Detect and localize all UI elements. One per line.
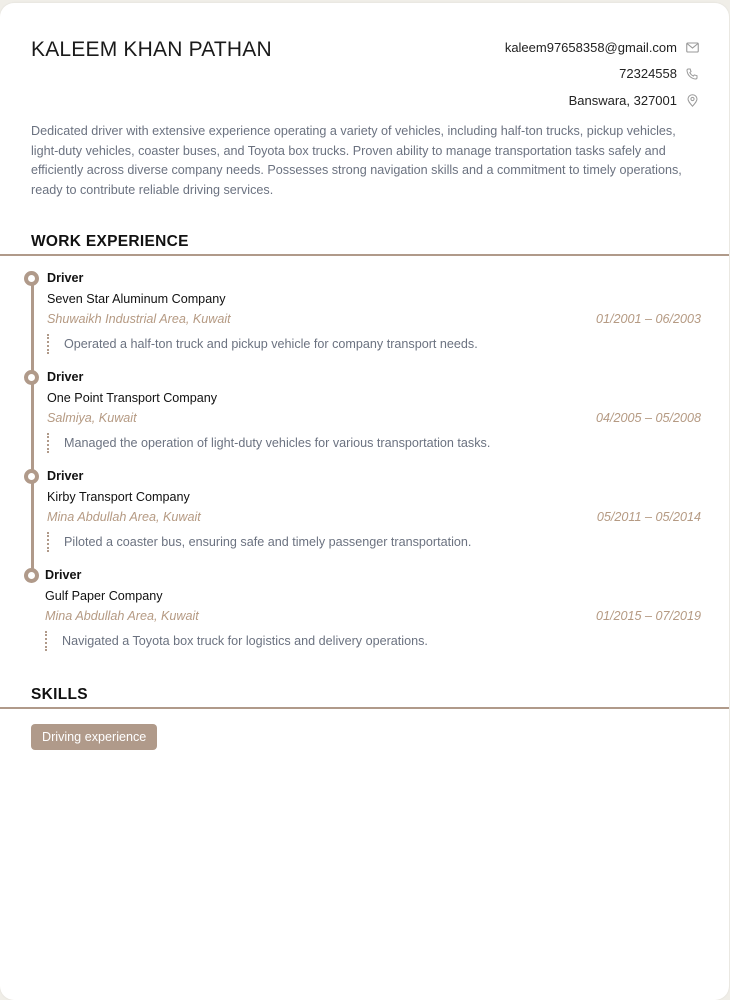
job-title: Driver [47,370,84,384]
job-title: Driver [47,271,84,285]
company-name: One Point Transport Company [47,391,218,405]
job-location: Salmiya, Kuwait [47,411,137,425]
job-description-block [45,631,428,651]
job-title: Driver [47,469,84,483]
phone-icon [685,67,699,81]
skill-tag: Driving experience [31,724,157,750]
job-description-block [47,334,478,354]
skills-heading: SKILLS [31,686,88,703]
timeline-dot-icon [24,370,39,385]
job-description: Operated a half-ton truck and pickup vehicle for company transport needs. [64,337,478,351]
job-description-block [47,433,490,453]
profile-summary: Dedicated driver with extensive experience operating a variety of vehicles, including half-ton trucks, pickup vehicles, light-duty vehicles, coaster buses, and Toyota box trucks. Proven ability to manage transportation tasks safely and efficiently across diverse company needs. Possesses strong navigation skills and a commitment to timely operations, ready to contribute reliable driving services. [31,124,682,197]
candidate-name: KALEEM KHAN PATHAN [31,38,272,61]
job-description: Navigated a Toyota box truck for logistics and delivery operations. [62,634,428,648]
company-name: Kirby Transport Company [47,490,190,504]
email-text: kaleem97658358@gmail.com [504,39,677,55]
company-name: Gulf Paper Company [45,589,163,603]
phone-text: 72324558 [619,66,677,82]
work-experience-heading: WORK EXPERIENCE [31,233,189,250]
job-dates: 05/2011 – 05/2014 [596,510,701,524]
timeline-dot-icon [24,469,39,484]
job-dates: 01/2015 – 07/2019 [595,609,701,623]
contact-block [505,34,699,114]
section-divider [0,254,729,256]
location-text: Banswara, 327001 [568,92,677,108]
resume-page [0,3,729,1000]
job-description-block [47,532,471,552]
job-location: Mina Abdullah Area, Kuwait [45,609,199,623]
job-location: Shuwaikh Industrial Area, Kuwait [47,312,231,326]
job-description: Piloted a coaster bus, ensuring safe and timely passenger transportation. [64,535,472,549]
section-divider [0,707,729,709]
job-dates: 04/2005 – 05/2008 [595,411,701,425]
timeline-dot-icon [24,271,39,286]
job-dates: 01/2001 – 06/2003 [595,312,701,326]
timeline-line [31,278,34,578]
mail-icon [685,40,699,54]
job-title: Driver [45,568,82,582]
company-name: Seven Star Aluminum Company [47,292,226,306]
contact-location [505,87,699,114]
timeline-dot-icon [24,568,39,583]
job-location: Mina Abdullah Area, Kuwait [47,510,201,524]
contact-email [505,34,699,61]
map-pin-icon [685,93,699,107]
job-description: Managed the operation of light-duty vehicles for various transportation tasks. [64,436,491,450]
contact-phone [505,61,699,88]
